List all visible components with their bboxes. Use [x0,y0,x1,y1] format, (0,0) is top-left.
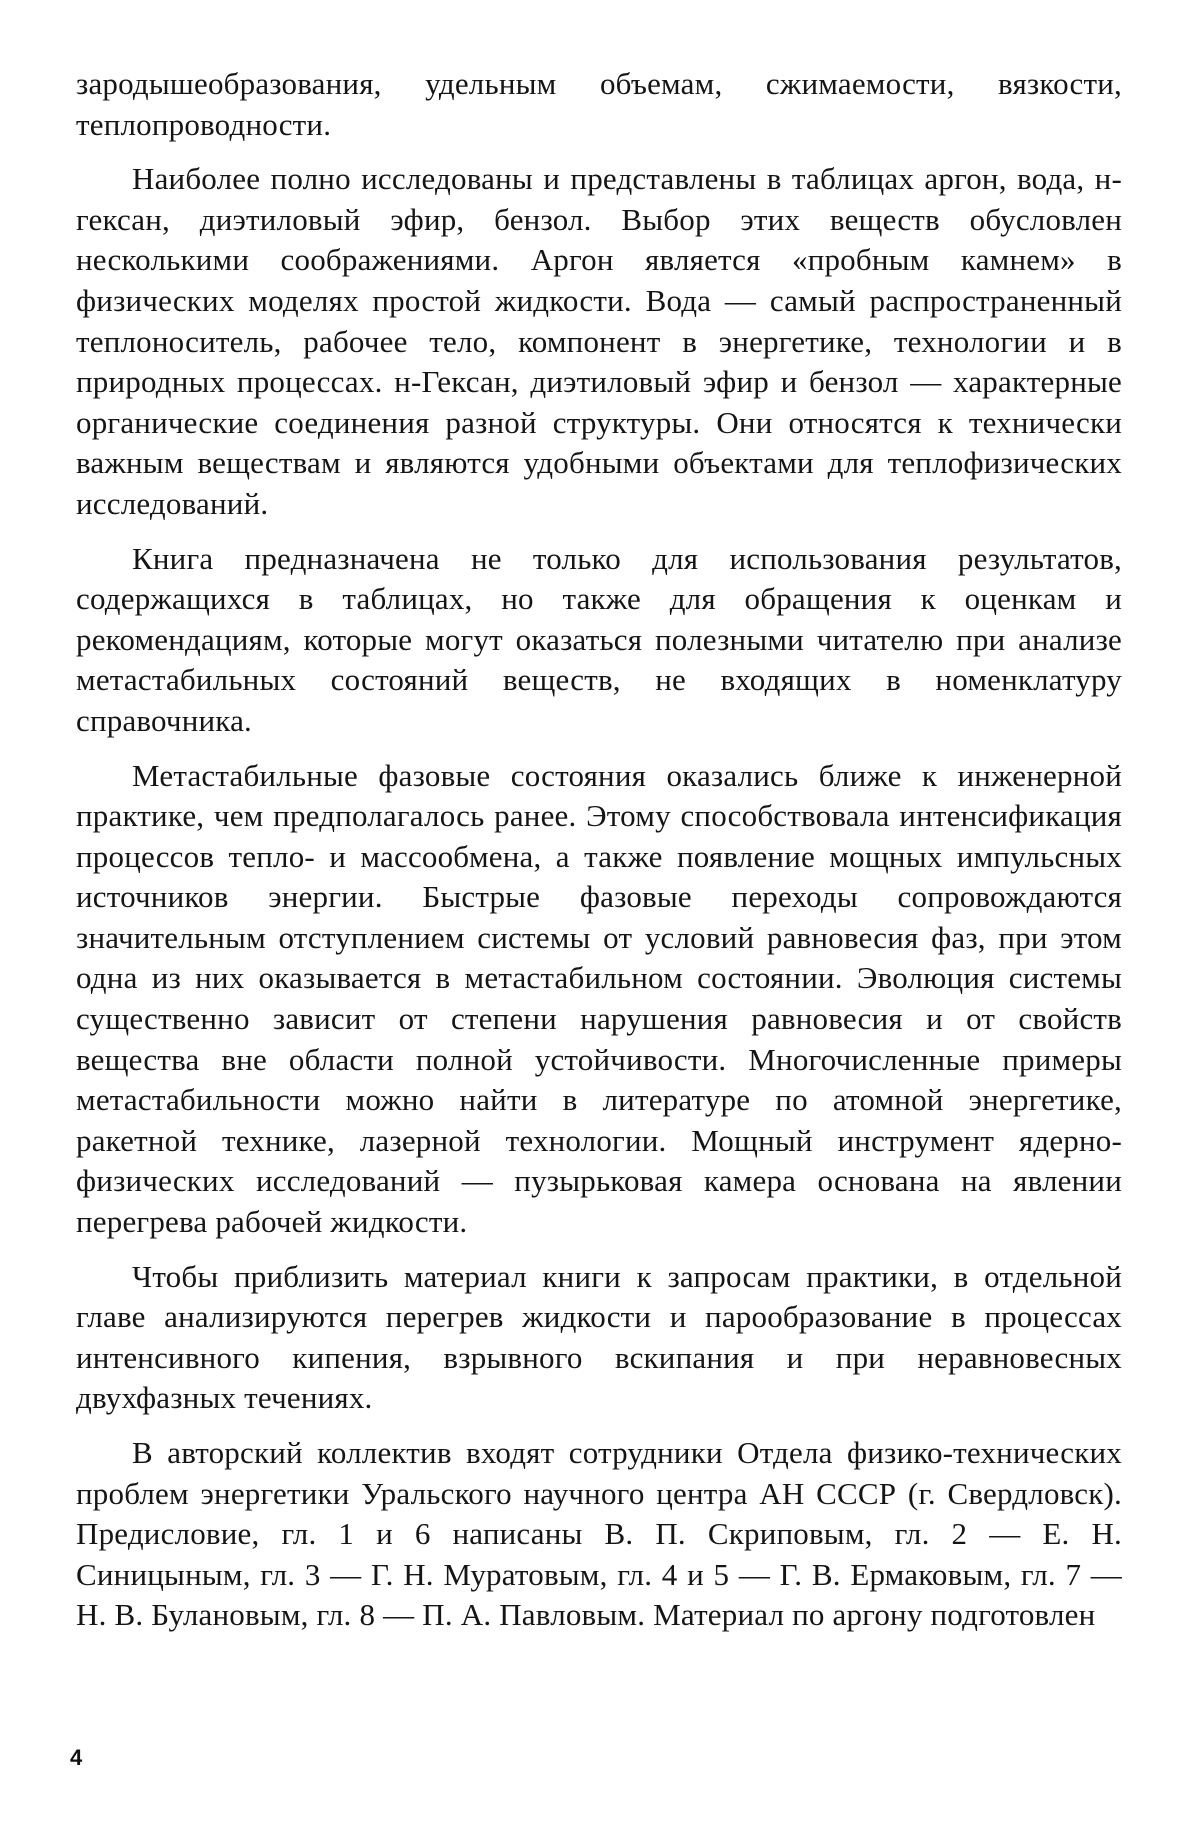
paragraph-authors: В авторский коллектив входят сотрудники Отдела физико-технических проблем энергетики Уральского научного центра АН СССР (г. Свердловск). Предисловие, гл. 1 и 6 написаны В. П. Скриповым, гл. 2 — Е. Н. Синицыным, гл. 3 — Г. Н. Муратовым, гл. 4 и 5 — Г. В. Ермаковым, гл. 7 — Н. В. Булановым, гл. 8 — П. А. Павловым. Материал по аргону подготовлен [76,1435,1122,1633]
paragraph-substances: Наиболее полно исследованы и представлены в таблицах аргон, вода, н-гексан, диэтиловый эфир, бензол. Выбор этих веществ обусловлен несколькими соображениями. Аргон является «пробным камнем» в физических моделях простой жидкости. Вода — самый распространенный теплоноситель, рабочее тело, компонент в энергетике, технологии и в природных процессах. н-Гексан, диэтиловый эфир и бензол — характерные органические соединения разной структуры. Они относятся к технически важным веществам и являются удобными объектами для теплофизических исследований. [76,161,1122,521]
paragraph-book-purpose: Книга предназначена не только для использования результатов, содержащихся в таблицах, но также для обращения к оценкам и рекомендациям, которые могут оказаться полезными читателю при анализе метастабильных состояний веществ, не входящих в номенклатуру справочника. [76,540,1122,738]
page-number: 4 [70,1745,83,1770]
page-text [76,64,1122,1650]
paragraph-continuation: зародышеобразования, удельным объемам, сжимаемости, вязкости, теплопроводности. [76,66,1122,142]
paragraph-metastable-states: Метастабильные фазовые состояния оказались ближе к инженерной практике, чем предполагалось ранее. Этому способствовала интенсификация процессов тепло- и массообмена, а также появление мощных импульсных источников энергии. Быстрые фазовые переходы сопровождаются значительным отступлением системы от условий равновесия фаз, при этом одна из них оказывается в метастабильном состоянии. Эволюция системы существенно зависит от степени нарушения равновесия и от свойств вещества вне области полной устойчивости. Многочисленные примеры метастабильности можно найти в литературе по атомной энергетике, ракетной технике, лазерной технологии. Мощный инструмент ядерно-физических исследований — пузырьковая камера основана на явлении перегрева рабочей жидкости. [76,757,1122,1240]
paragraph-practice: Чтобы приблизить материал книги к запросам практики, в отдельной главе анализируются перегрев жидкости и парообразование в процессах интенсивного кипения, взрывного вскипания и при неравновесных двухфазных течениях. [76,1258,1122,1416]
